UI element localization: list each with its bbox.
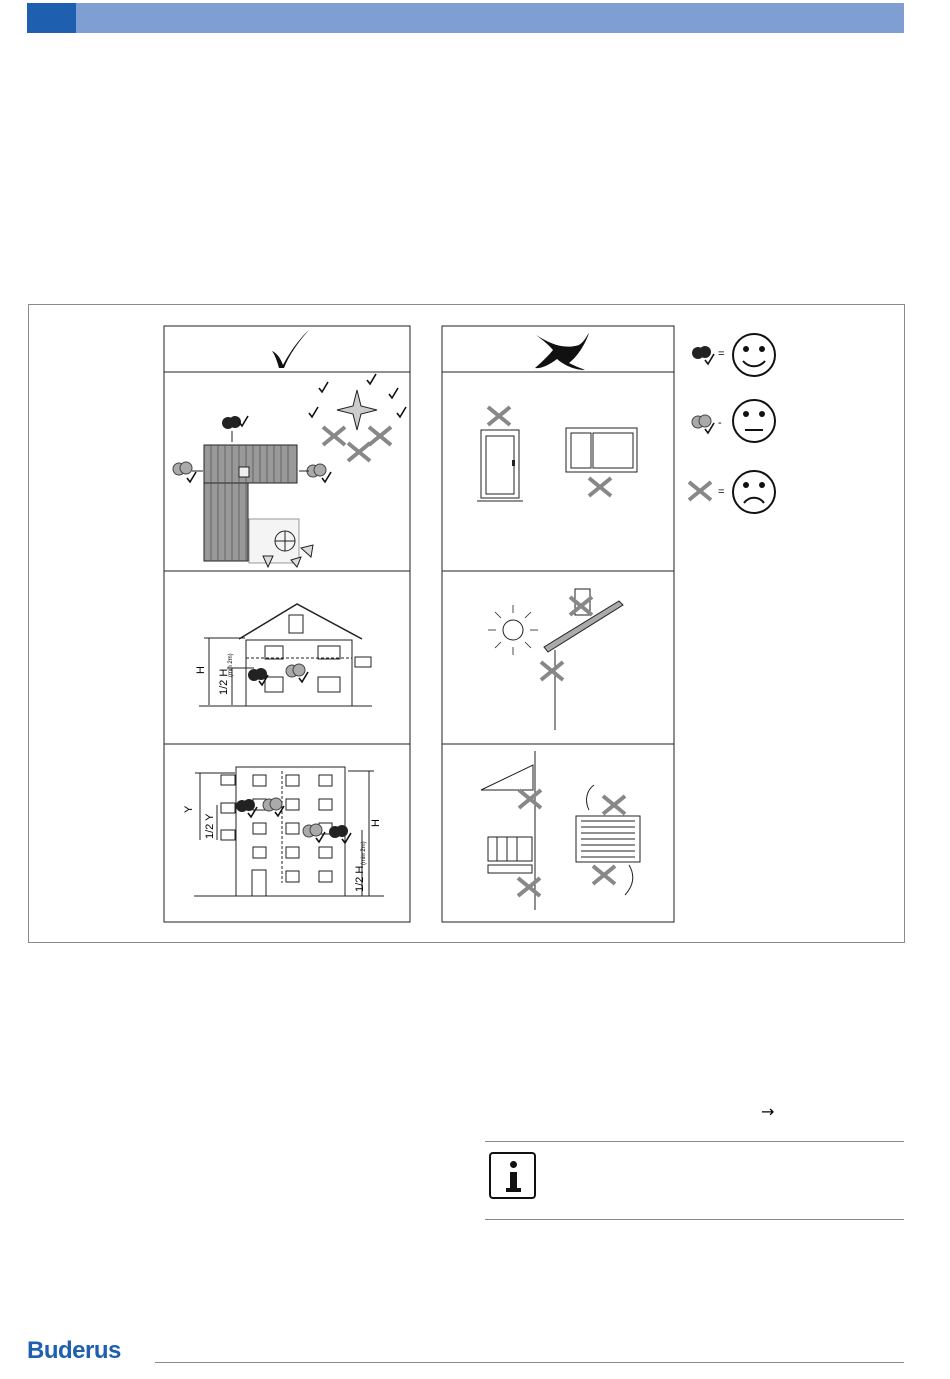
sun-roof-drawing bbox=[488, 589, 623, 730]
footer-divider bbox=[155, 1362, 904, 1363]
block-min-note: (min 2m) bbox=[361, 841, 367, 865]
header-bar bbox=[27, 3, 904, 33]
cross-mark-icon bbox=[535, 333, 589, 370]
legend-sign-2: - bbox=[718, 417, 722, 429]
apartment-block-drawing bbox=[183, 767, 384, 896]
buderus-logo: Buderus bbox=[27, 1337, 121, 1364]
legend-sign-1: = bbox=[718, 348, 725, 360]
block-half-y-label: 1/2 Y bbox=[204, 813, 216, 839]
house-min-note: (min 2m) bbox=[228, 653, 234, 677]
header-chapter-tab bbox=[27, 3, 76, 33]
door-window-drawing bbox=[477, 407, 637, 501]
house-half-h-label: 1/2 H bbox=[218, 668, 230, 695]
recommended-locations-panel bbox=[164, 326, 410, 922]
happy-face-icon bbox=[733, 334, 775, 376]
block-h-label: H bbox=[370, 819, 382, 827]
note-bottom-divider bbox=[485, 1219, 904, 1220]
figure-drawing bbox=[29, 305, 904, 942]
neutral-face-icon bbox=[733, 400, 775, 442]
arrow-icon: → bbox=[761, 1102, 775, 1121]
legend-sign-3: = bbox=[718, 486, 725, 498]
house-h-label: H bbox=[195, 666, 207, 674]
wall-vent-drawing bbox=[481, 751, 640, 910]
block-half-h-label: 1/2 H bbox=[354, 865, 366, 892]
house-elevation-drawing bbox=[195, 604, 372, 706]
installation-location-figure bbox=[28, 304, 905, 943]
note-top-divider bbox=[485, 1141, 904, 1142]
legend bbox=[689, 334, 775, 513]
avoid-locations-panel bbox=[442, 326, 674, 922]
info-icon bbox=[489, 1152, 536, 1199]
block-y-label: Y bbox=[183, 805, 195, 813]
sad-face-icon bbox=[733, 471, 775, 513]
check-mark-icon bbox=[272, 330, 309, 368]
plan-view-drawing bbox=[173, 374, 406, 567]
